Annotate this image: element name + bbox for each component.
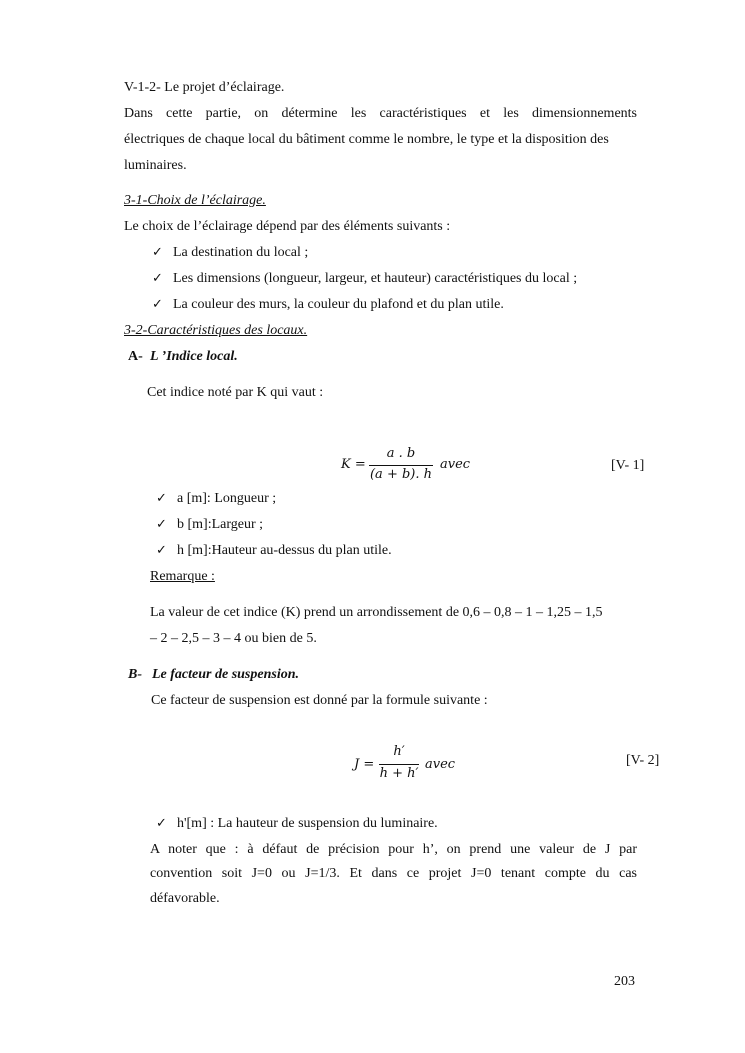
part-a-label: A- — [128, 349, 143, 364]
page-number: 203 — [614, 974, 635, 989]
check-icon: ✓ — [156, 491, 167, 506]
list-item: La couleur des murs, la couleur du plafond et du plan utile. — [173, 297, 504, 312]
list-item: h'[m] : La hauteur de suspension du luminaire. — [177, 816, 438, 831]
check-icon: ✓ — [152, 245, 163, 260]
check-icon: ✓ — [156, 543, 167, 558]
subsection-3-1-lead: Le choix de l’éclairage dépend par des éléments suivants : — [124, 219, 451, 234]
remark-line-1: La valeur de cet indice (K) prend un arrondissement de 0,6 – 0,8 – 1 – 1,25 – 1,5 — [150, 605, 603, 620]
part-b-title: Le facteur de suspension. — [152, 667, 299, 682]
subsection-title-3-2: 3-2-Caractéristiques des locaux. — [124, 323, 308, 338]
list-item: La destination du local ; — [173, 245, 309, 260]
part-a-lead: Cet indice noté par K qui vaut : — [147, 385, 324, 400]
fraction-line — [369, 465, 433, 466]
check-icon: ✓ — [152, 297, 163, 312]
note-line-1: A noter que : à défaut de précision pour h’, on prend une valeur de J par — [150, 842, 637, 857]
list-item: a [m]: Longueur ; — [177, 491, 277, 506]
formula-k-suffix: avec — [440, 457, 471, 472]
remark-label: Remarque : — [150, 569, 215, 584]
fraction-line — [379, 764, 419, 765]
formula-j-lhs: J = — [354, 757, 375, 772]
section-title: V-1-2- Le projet d’éclairage. — [124, 80, 285, 95]
list-item: b [m]:Largeur ; — [177, 517, 264, 532]
note-line-3: défavorable. — [150, 891, 220, 906]
check-icon: ✓ — [152, 271, 163, 286]
intro-line-1: Dans cette partie, on détermine les caractéristiques et les dimensionnements — [124, 106, 637, 121]
remark-line-2: – 2 – 2,5 – 3 – 4 ou bien de 5. — [150, 631, 317, 646]
part-b-lead: Ce facteur de suspension est donné par la formule suivante : — [151, 693, 488, 708]
formula-j-numerator: h′ — [393, 744, 405, 759]
note-line-2: convention soit J=0 ou J=1/3. Et dans ce projet J=0 tenant compte du cas — [150, 866, 637, 881]
intro-line-2: électriques de chaque local du bâtiment comme le nombre, le type et la disposition des — [124, 132, 609, 147]
formula-j-denominator: h + h′ — [379, 766, 419, 781]
check-icon: ✓ — [156, 517, 167, 532]
subsection-title-3-1: 3-1-Choix de l’éclairage. — [124, 193, 266, 208]
part-a-title: L ’Indice local. — [150, 349, 238, 364]
check-icon: ✓ — [156, 816, 167, 831]
formula-k-numerator: a . b — [386, 446, 416, 461]
list-item: h [m]:Hauteur au-dessus du plan utile. — [177, 543, 392, 558]
formula-k-lhs: K = — [341, 457, 366, 472]
equation-ref-v2: [V- 2] — [626, 753, 660, 768]
equation-ref-v1: [V- 1] — [611, 458, 645, 473]
intro-line-3: luminaires. — [124, 158, 187, 173]
formula-k-denominator: (a + b). h — [369, 467, 432, 482]
formula-j-suffix: avec — [425, 757, 456, 772]
part-b-label: B- — [128, 667, 142, 682]
list-item: Les dimensions (longueur, largeur, et hauteur) caractéristiques du local ; — [173, 271, 578, 286]
